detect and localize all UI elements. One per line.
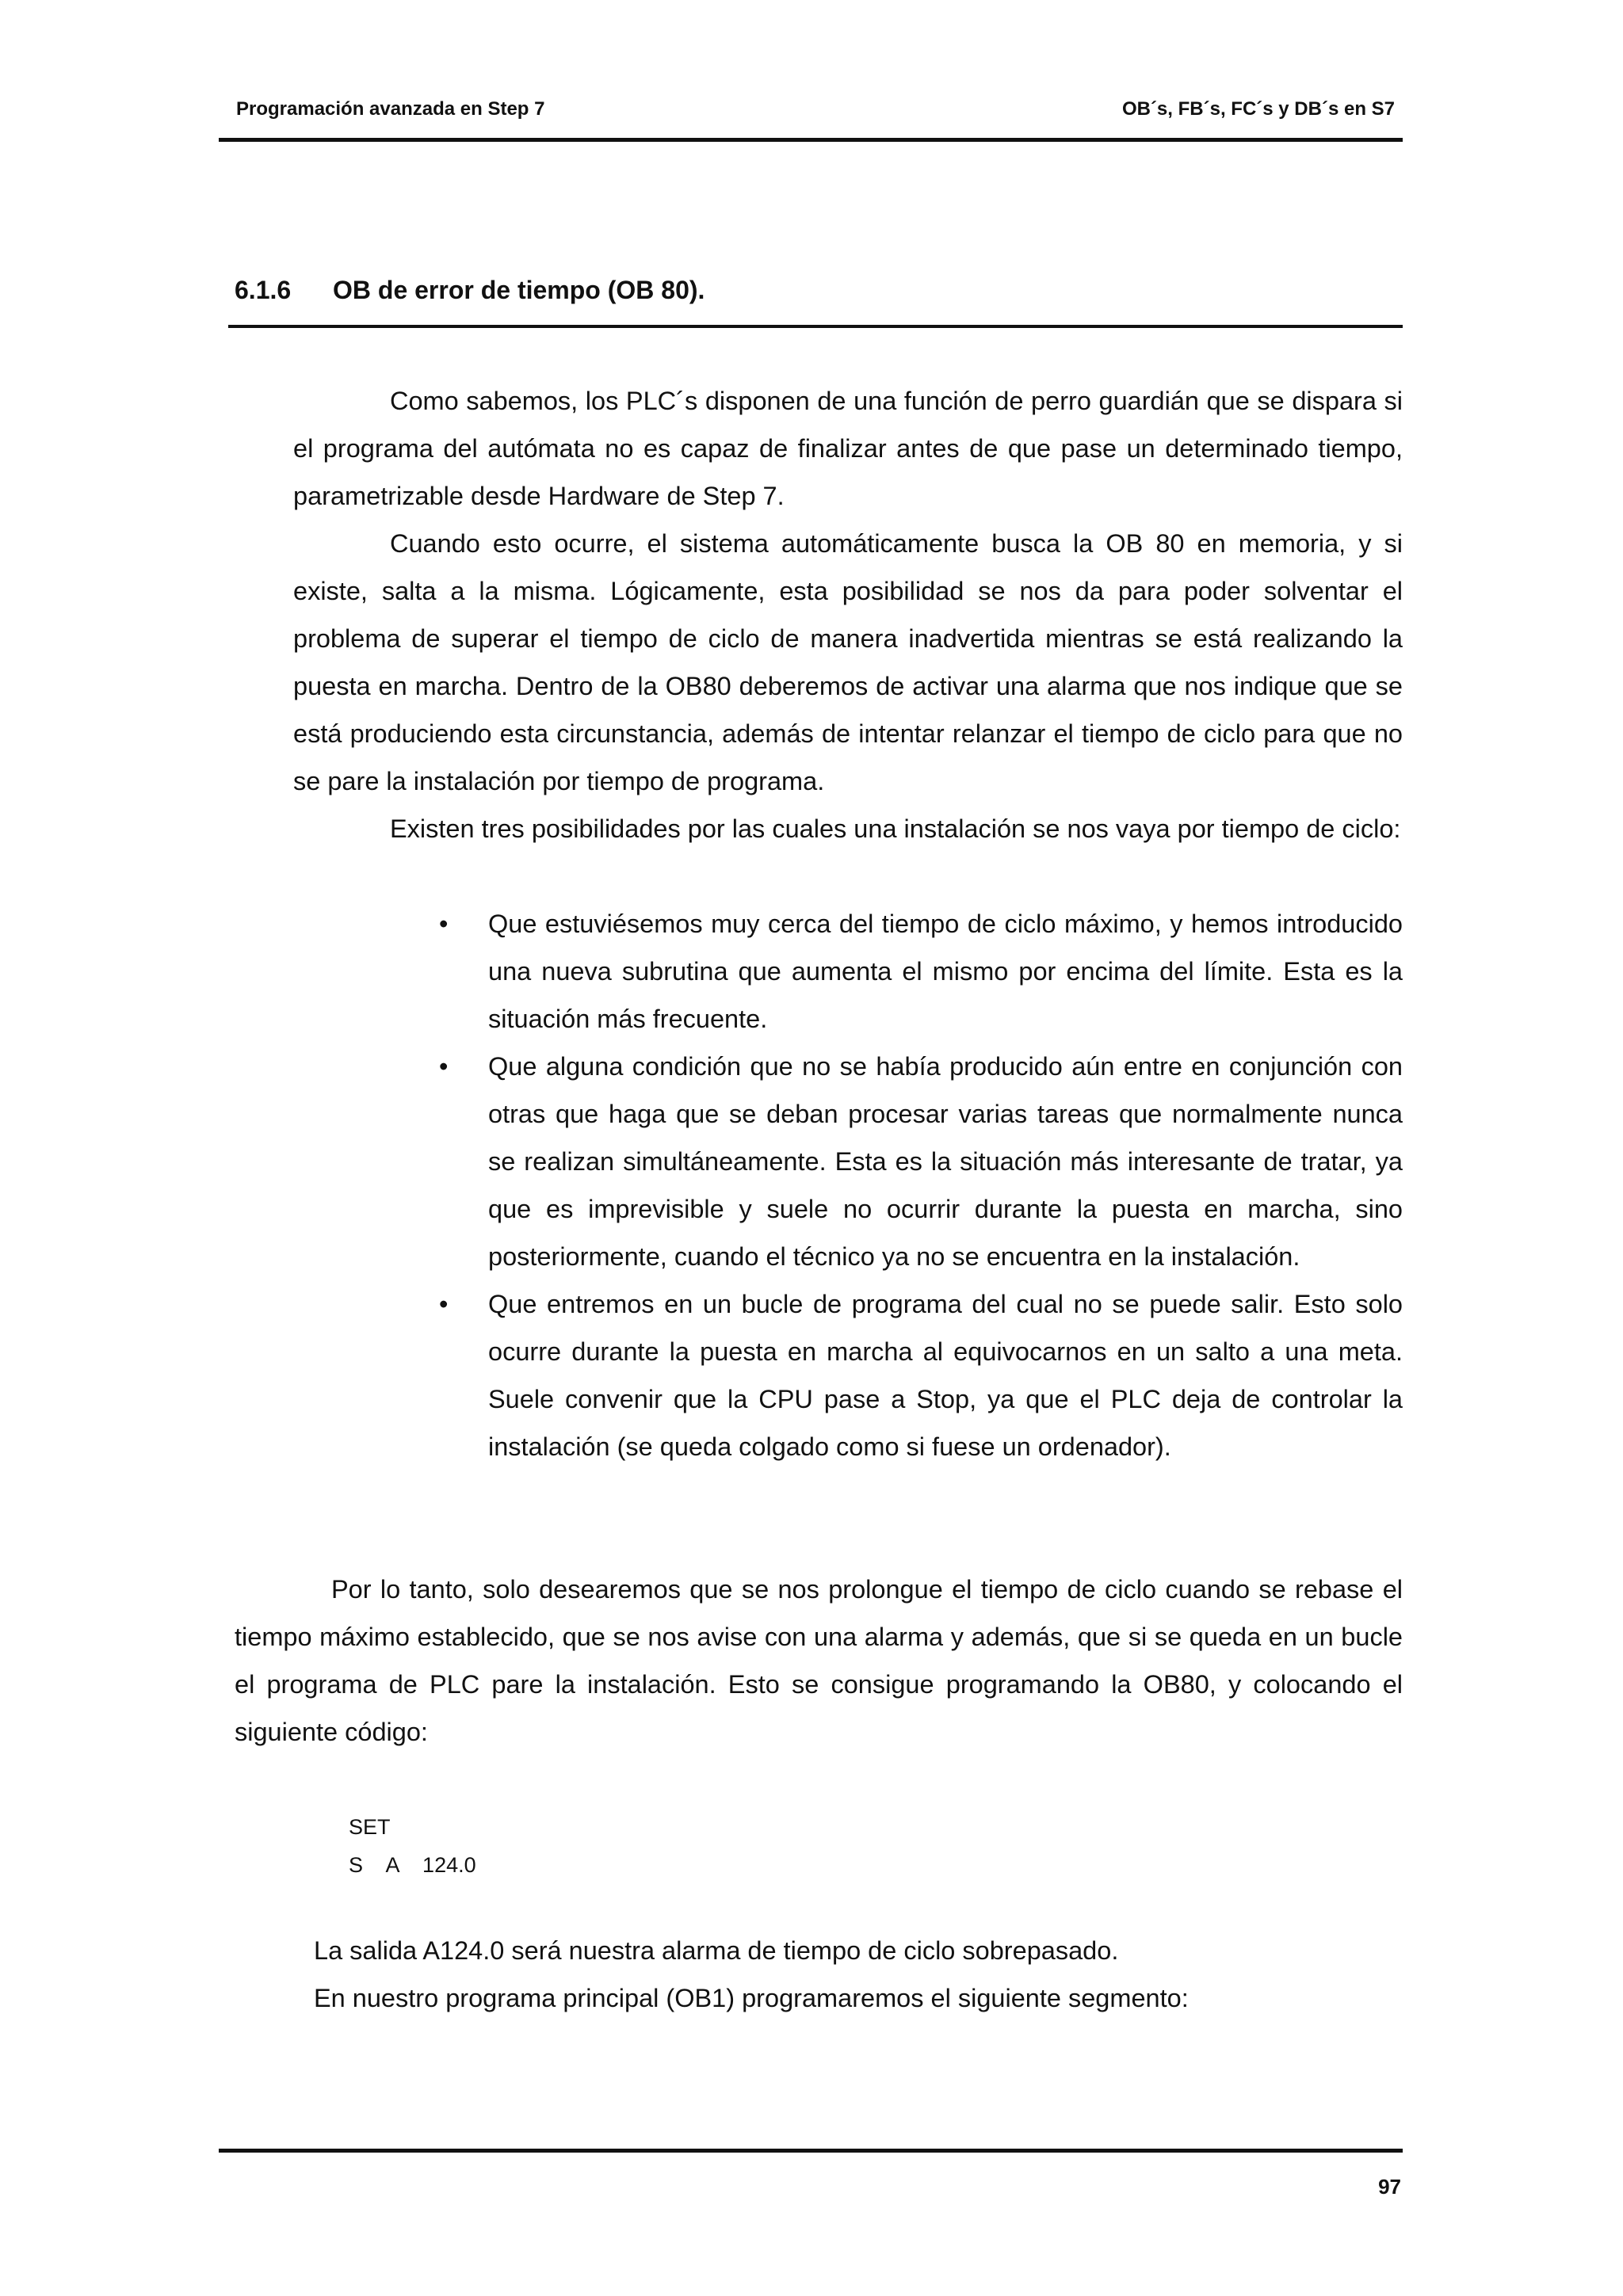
header-rule bbox=[219, 138, 1403, 142]
bullet-icon: • bbox=[439, 1290, 449, 1318]
list-item bbox=[428, 900, 1403, 1043]
list-item bbox=[428, 1280, 1403, 1470]
section-number: 6.1.6 bbox=[235, 276, 292, 304]
closing-line-ob1: En nuestro programa principal (OB1) programaremos el siguiente segmento: bbox=[314, 1984, 1189, 2012]
section-rule bbox=[228, 325, 1403, 328]
list-item-text: Que alguna condición que no se había producido aún entre en conjunción con otras que haga que se deban procesar varias tareas que normalmente nunca se realizan simultáneamente. Esta es la situación más interesante de tratar, ya que es imprevisible y suele no ocurrir durante la puesta en marcha, sino posteriormente, cuando el técnico ya no se encuentra en la instalación. bbox=[488, 1052, 1403, 1271]
paragraph-watchdog: Como sabemos, los PLC´s disponen de una función de perro guardián que se dispara si el programa del autómata no es capaz de finalizar antes de que pase un determinado tiempo, parametrizable desde Hardware de Step 7. bbox=[293, 387, 1403, 510]
code-line: S A 124.0 bbox=[349, 1853, 476, 1877]
page-number: 97 bbox=[1378, 2175, 1401, 2199]
footer-rule bbox=[219, 2149, 1403, 2153]
code-line: SET bbox=[349, 1815, 391, 1839]
bullet-icon: • bbox=[439, 910, 449, 938]
list-item-text: Que entremos en un bucle de programa del cual no se puede salir. Esto solo ocurre durante la puesta en marcha al equivocarnos en un salto a una meta. Suele convenir que la CPU pase a Stop, ya que el PLC deja de controlar la instalación (se queda colgado como si fuese un ordenador). bbox=[488, 1290, 1403, 1461]
running-header bbox=[219, 97, 1403, 122]
paragraph-conclusion: Por lo tanto, solo desearemos que se nos prolongue el tiempo de ciclo cuando se rebase el tiempo máximo establecido, que se nos avise con una alarma y además, que si se queda en un bucle el programa de PLC pare la instalación. Esto se consigue programando la OB80, y colocando el siguiente código: bbox=[235, 1575, 1403, 1746]
closing-line-alarm: La salida A124.0 será nuestra alarma de tiempo de ciclo sobrepasado. bbox=[314, 1936, 1119, 1965]
closing-lines bbox=[314, 1927, 1403, 2022]
cycle-time-causes-list bbox=[428, 900, 1403, 1470]
section-title: OB de error de tiempo (OB 80). bbox=[333, 276, 705, 304]
paragraph-three-cases: Existen tres posibilidades por las cuales una instalación se nos vaya por tiempo de ciclo: bbox=[390, 814, 1401, 843]
list-item-text: Que estuviésemos muy cerca del tiempo de ciclo máximo, y hemos introducido una nueva subrutina que aumenta el mismo por encima del límite. Esta es la situación más frecuente. bbox=[488, 910, 1403, 1033]
code-snippet bbox=[349, 1808, 476, 1884]
header-book-title: Programación avanzada en Step 7 bbox=[236, 98, 545, 120]
bullet-icon: • bbox=[439, 1052, 449, 1081]
paragraph-ob80-behaviour: Cuando esto ocurre, el sistema automáticamente busca la OB 80 en memoria, y si existe, salta a la misma. Lógicamente, esta posibilidad se nos da para poder solventar el problema de superar el tiempo de ciclo de manera inadvertida mientras se está realizando la puesta en marcha. Dentro de la OB80 deberemos de activar una alarma que nos indique que se está produciendo esta circunstancia, además de intentar relanzar el tiempo de ciclo para que no se pare la instalación por tiempo de programa. bbox=[293, 529, 1403, 795]
header-chapter-title: OB´s, FB´s, FC´s y DB´s en S7 bbox=[1121, 98, 1395, 120]
list-item bbox=[428, 1043, 1403, 1280]
intro-paragraphs bbox=[293, 377, 1403, 852]
